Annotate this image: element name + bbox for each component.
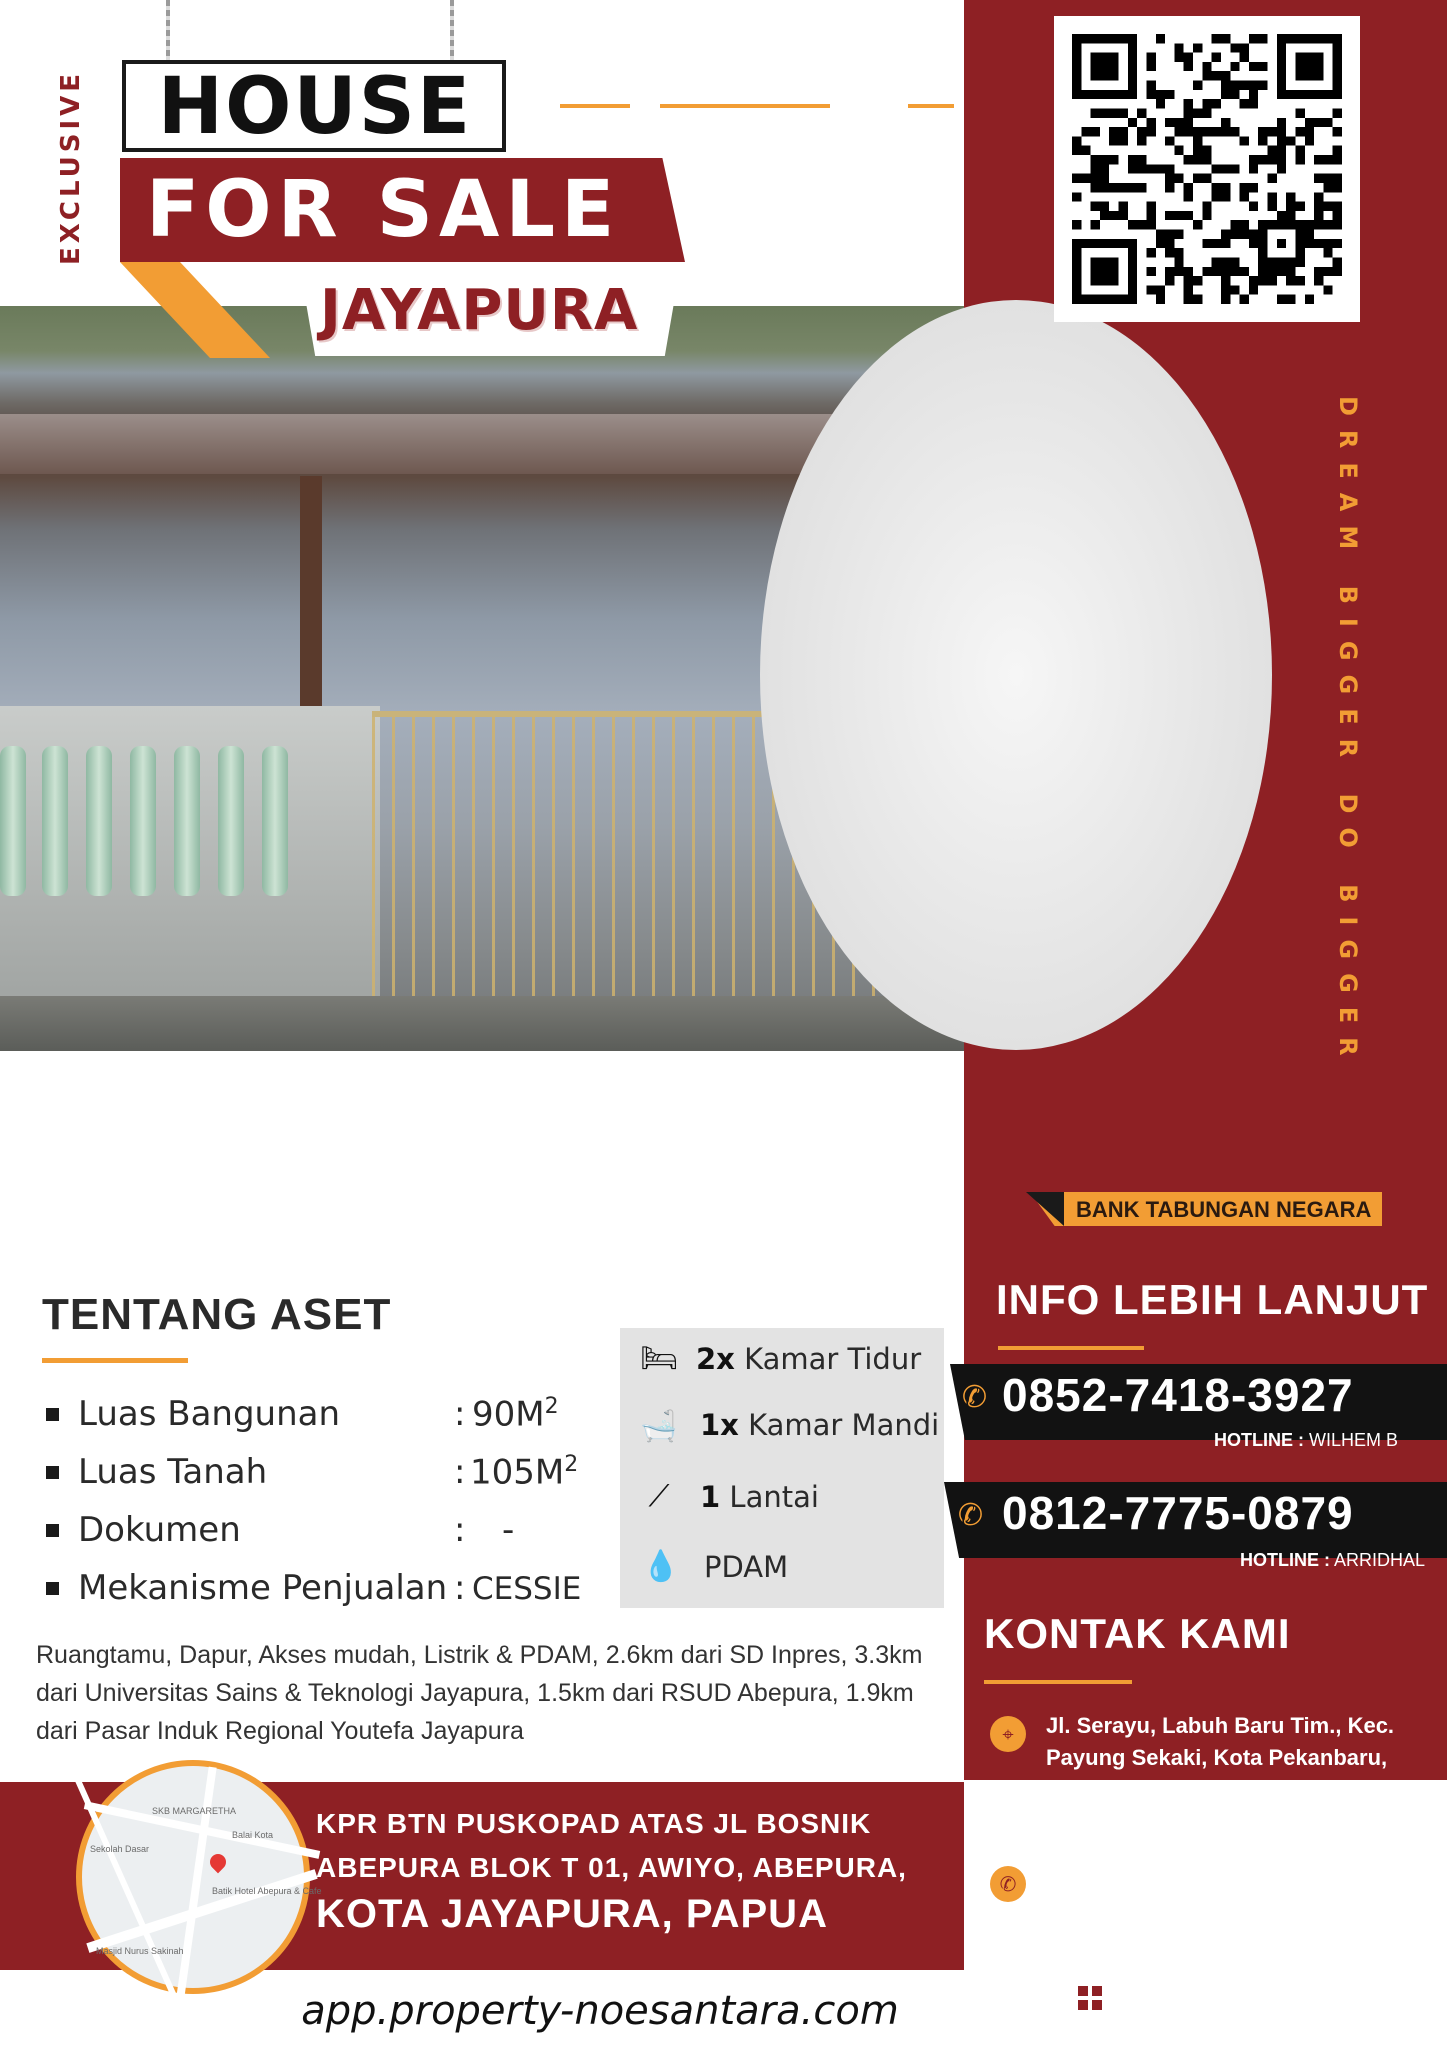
phone-icon: ✆	[958, 1498, 984, 1533]
qr-code[interactable]	[1054, 16, 1360, 322]
contact-hotline-2	[1240, 1550, 1425, 1571]
map-label: Batik Hotel Abepura & Cafe	[212, 1886, 322, 1896]
baluster	[86, 746, 112, 896]
feature-label: Kamar Mandi	[748, 1408, 940, 1442]
spec-colon: :	[454, 1568, 466, 1608]
location-pin-icon: ⌖	[990, 1716, 1026, 1752]
baluster	[262, 746, 288, 896]
spec-unit-sup: 2	[564, 1452, 579, 1477]
bed-icon: 🛏	[639, 1341, 679, 1376]
info-title: INFO LEBIH LANJUT	[996, 1276, 1429, 1323]
location-line-1: KPR BTN PUSKOPAD ATAS JL BOSNIK	[316, 1808, 872, 1839]
spec-value-text: 90M	[472, 1394, 545, 1435]
location-line-3: KOTA JAYAPURA, PAPUA	[316, 1892, 828, 1936]
contact-hotline-1	[1214, 1430, 1398, 1451]
phone-icon: ✆	[962, 1380, 988, 1415]
feature-bathrooms	[700, 1408, 939, 1442]
baluster	[0, 746, 26, 896]
phone-icon: ✆	[990, 1866, 1026, 1902]
location-line-2: ABEPURA BLOK T 01, AWIYO, ABEPURA,	[316, 1852, 907, 1883]
slogan: DREAM BIGGER DO BIGGER	[1334, 396, 1362, 1070]
map-label: Masjid Nurus Sakinah	[96, 1946, 184, 1956]
office-address: Jl. Serayu, Labuh Baru Tim., Kec. Payung Sekaki, Kota Pekanbaru, Riau 28156	[1046, 1713, 1395, 1802]
office-phone[interactable]: (0761) 8410118	[1046, 1874, 1201, 1899]
title-house: HOUSE	[157, 62, 473, 152]
contact-phone-1[interactable]: 0852-7418-3927	[1002, 1369, 1354, 1421]
bullet	[46, 1582, 59, 1595]
spec-label: Luas Bangunan	[78, 1394, 341, 1434]
spec-value	[470, 1452, 578, 1492]
dash-decoration	[660, 104, 830, 108]
map-label: SKB MARGARETHA	[152, 1806, 237, 1816]
hotline-label: HOTLINE :	[1214, 1430, 1304, 1450]
feature-water: PDAM	[704, 1550, 789, 1584]
spec-value	[472, 1394, 559, 1434]
bullet	[46, 1408, 59, 1421]
spec-unit-sup: 2	[544, 1394, 559, 1419]
spec-label: Dokumen	[78, 1510, 241, 1550]
photo-circle-overlay	[760, 300, 1272, 1050]
tentang-underline	[42, 1358, 188, 1363]
hotline-name: WILHEM B	[1309, 1430, 1399, 1450]
location-map[interactable]	[76, 1760, 322, 1994]
contact-phone-2[interactable]: 0812-7775-0879	[1002, 1487, 1354, 1539]
baluster	[130, 746, 156, 896]
stairs-icon: ⟋	[648, 1479, 670, 1514]
hotline-name: ARRIDHAL	[1334, 1550, 1426, 1570]
property-description: Ruangtamu, Dapur, Akses mudah, Listrik & PDAM, 2.6km dari SD Inpres, 3.3km dari Universitas Sains & Teknologi Jayapura, 1.5km dari RSUD Abepura, 1.9km dari Pasar Induk Regional Youtefa Jayapura	[36, 1641, 923, 1745]
spec-value-text: 105M	[470, 1452, 565, 1493]
exclusive-label: EXCLUSIVE	[56, 70, 86, 265]
feature-bedrooms	[696, 1342, 921, 1376]
map-road	[175, 1767, 216, 2006]
hotline-label: HOTLINE :	[1240, 1550, 1330, 1570]
baluster	[218, 746, 244, 896]
feature-count: 2x	[696, 1342, 735, 1376]
logo-name: NOESANTARA	[1152, 1938, 1414, 1979]
spec-value: CESSIE	[472, 1571, 582, 1607]
spec-label: Luas Tanah	[78, 1452, 268, 1492]
bank-name: BANK TABUNGAN NEGARA	[1076, 1197, 1372, 1222]
map-label: Sekolah Dasar	[90, 1844, 150, 1854]
feature-count: 1x	[700, 1408, 739, 1442]
ground	[0, 996, 964, 1051]
title-for-sale: FOR SALE	[146, 165, 621, 255]
dash-decoration	[908, 104, 954, 108]
feature-floors	[700, 1480, 819, 1514]
feature-label: Kamar Tidur	[744, 1342, 922, 1376]
water-drop-icon: 💧	[642, 1549, 680, 1584]
spec-colon: :	[454, 1452, 466, 1492]
logo-subname: PROPERTY	[1152, 1978, 1389, 2022]
baluster	[42, 746, 68, 896]
bullet	[46, 1524, 59, 1537]
bullet	[46, 1466, 59, 1479]
spec-value: -	[502, 1510, 515, 1550]
qr-code-icon	[1072, 34, 1342, 304]
map-label: Balai Kota	[232, 1830, 274, 1840]
chain-right	[450, 0, 454, 60]
website-link[interactable]: app.property-noesantara.com	[301, 1988, 899, 2034]
kontak-title: KONTAK KAMI	[984, 1610, 1291, 1657]
baluster	[174, 746, 200, 896]
feature-count: 1	[700, 1480, 721, 1514]
info-underline	[998, 1346, 1144, 1350]
title-city: JAYAPURA	[320, 278, 639, 343]
spec-label: Mekanisme Penjualan	[78, 1568, 448, 1608]
section-title-tentang-aset: TENTANG ASET	[42, 1290, 392, 1339]
feature-label: Lantai	[729, 1480, 819, 1514]
chain-left	[166, 0, 170, 60]
map-pin-icon	[207, 1851, 230, 1874]
spec-colon: :	[454, 1394, 466, 1434]
spec-colon: :	[454, 1510, 466, 1550]
bathtub-icon: 🛁	[640, 1409, 678, 1444]
dash-decoration	[560, 104, 630, 108]
kontak-underline	[984, 1680, 1132, 1684]
